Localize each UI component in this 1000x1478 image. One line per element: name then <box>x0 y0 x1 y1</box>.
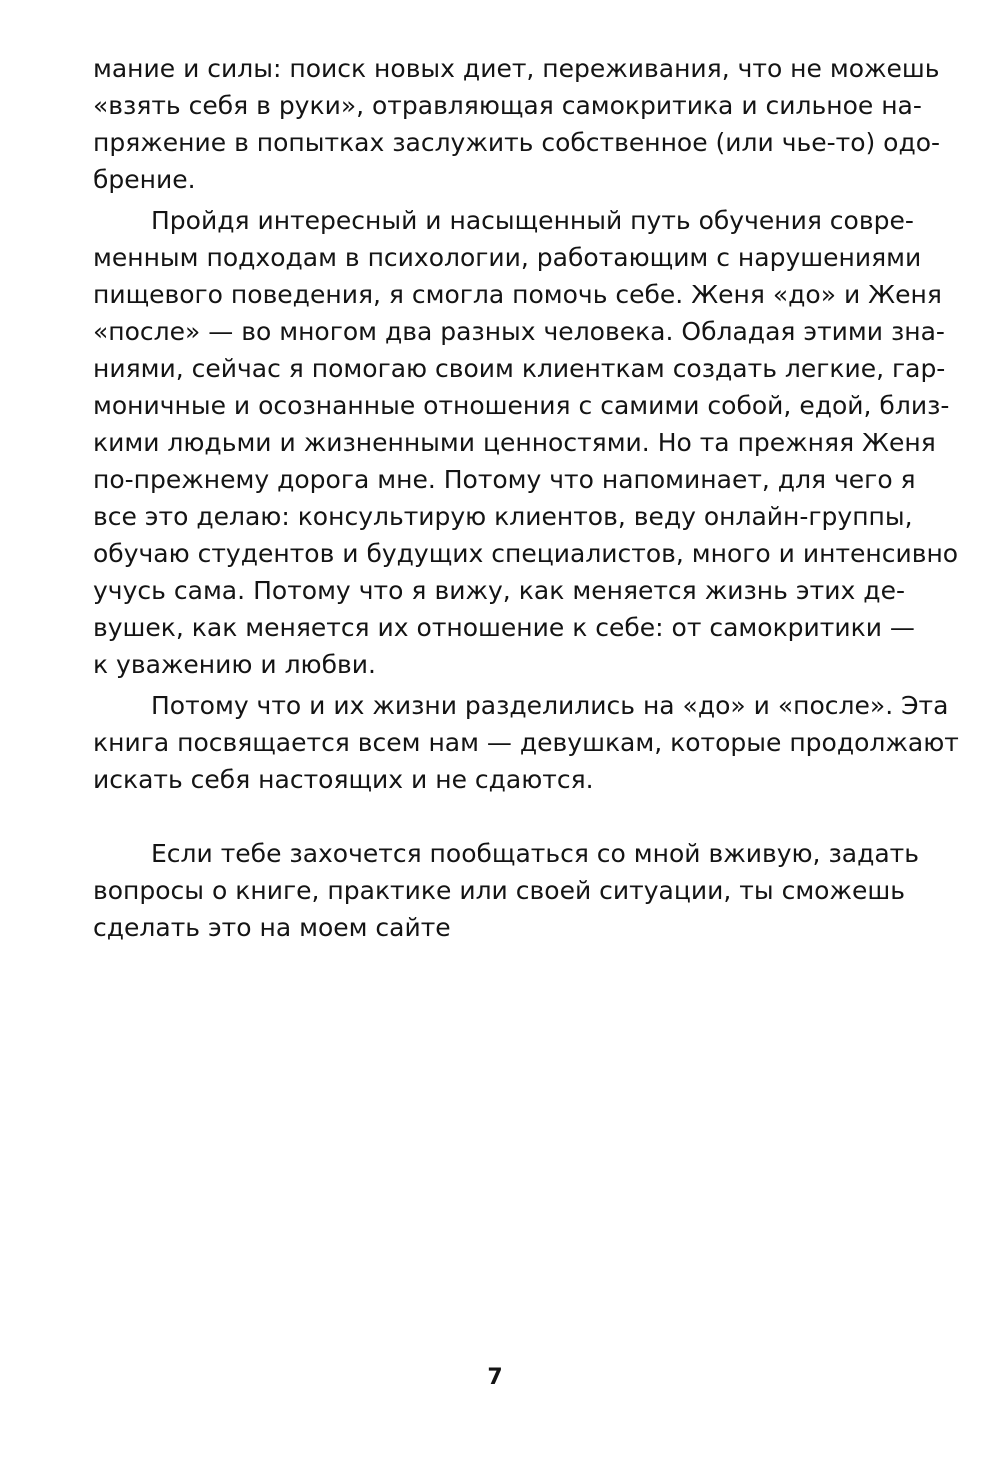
text-line: книга посвящается всем нам — девушкам, которые продолжают <box>93 728 959 757</box>
page-number: 7 <box>487 1365 503 1390</box>
text-line: Потому что и их жизни разделились на «до» и «после». Эта <box>151 691 949 720</box>
text-line: обучаю студентов и будущих специалистов, много и интенсивно <box>93 539 959 568</box>
text-line: брение. <box>93 165 196 194</box>
text-line: Если тебе захочется пообщаться со мной вживую, задать <box>151 839 919 868</box>
text-line: сделать это на моем сайте <box>93 913 451 942</box>
paragraph <box>93 835 919 946</box>
paragraph <box>93 202 959 683</box>
text-line: вушек, как меняется их отношение к себе: от самокритики — <box>93 613 915 642</box>
paragraph <box>93 687 959 798</box>
text-line: Пройдя интересный и насыщенный путь обучения совре- <box>151 206 914 235</box>
text-line: «взять себя в руки», отравляющая самокритика и сильное на- <box>93 91 922 120</box>
text-line: искать себя настоящих и не сдаются. <box>93 765 594 794</box>
text-line: ниями, сейчас я помогаю своим клиенткам создать легкие, гар- <box>93 354 946 383</box>
text-line: мание и силы: поиск новых диет, переживания, что не можешь <box>93 54 940 83</box>
text-line: «после» — во многом два разных человека. Обладая этими зна- <box>93 317 945 346</box>
text-line: вопросы о книге, практике или своей ситуации, ты сможешь <box>93 876 905 905</box>
text-line: по-прежнему дорога мне. Потому что напоминает, для чего я <box>93 465 916 494</box>
text-line: пряжение в попытках заслужить собственное (или чье-то) одо- <box>93 128 941 157</box>
body-text <box>93 50 959 946</box>
text-line: менным подходам в психологии, работающим с нарушениями <box>93 243 922 272</box>
paragraph <box>93 50 941 198</box>
text-line: все это делаю: консультирую клиентов, веду онлайн-группы, <box>93 502 913 531</box>
text-line: учусь сама. Потому что я вижу, как меняется жизнь этих де- <box>93 576 905 605</box>
text-line: пищевого поведения, я смогла помочь себе. Женя «до» и Женя <box>93 280 942 309</box>
text-line: к уважению и любви. <box>93 650 376 679</box>
text-line: кими людьми и жизненными ценностями. Но та прежняя Женя <box>93 428 936 457</box>
text-line: моничные и осознанные отношения с самими собой, едой, близ- <box>93 391 950 420</box>
